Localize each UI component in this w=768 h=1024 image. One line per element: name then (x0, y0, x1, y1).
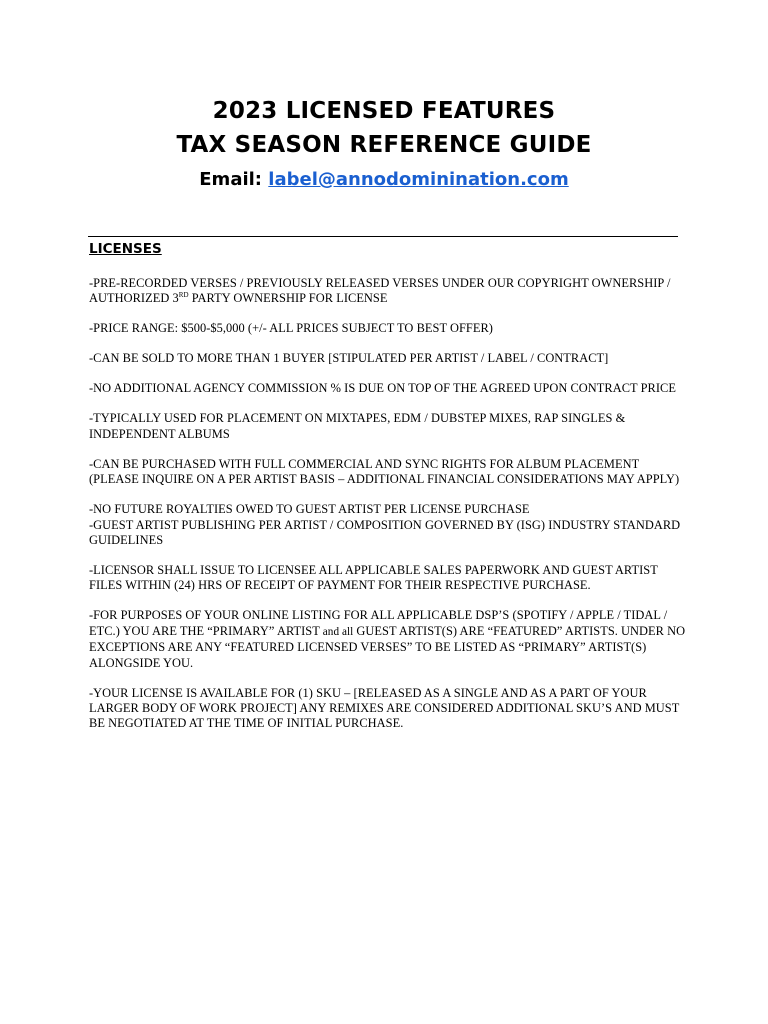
section-heading-licenses: LICENSES (89, 241, 162, 257)
paragraph-dsp-listing (89, 608, 689, 671)
ordinal-superscript: RD (178, 291, 189, 300)
paragraph-agency-commission: -NO ADDITIONAL AGENCY COMMISSION % IS DUE ON TOP OF THE AGREED UPON CONTRACT PRICE (89, 381, 676, 396)
paragraph-ownership (89, 276, 689, 307)
document-title-line-2: TAX SEASON REFERENCE GUIDE (176, 132, 592, 158)
licenses-body (89, 276, 689, 746)
email-line (0, 166, 768, 194)
paragraph-price-range: -PRICE RANGE: $500-$5,000 (+/- ALL PRICES SUBJECT TO BEST OFFER) (89, 321, 493, 336)
paragraph-sku: -YOUR LICENSE IS AVAILABLE FOR (1) SKU – [RELEASED AS A SINGLE AND AS A PART OF YOUR LARGER BODY OF WORK PROJECT] ANY REMIXES ARE CONSIDERED ADDITIONAL SKU’S AND MUST BE NEGOTIATED AT THE TIME OF INITIAL PURCHASE. (89, 685, 680, 731)
paragraph-multiple-buyers: -CAN BE SOLD TO MORE THAN 1 BUYER [STIPULATED PER ARTIST / LABEL / CONTRACT] (89, 351, 609, 366)
document-title-line-1: 2023 LICENSED FEATURES (212, 98, 556, 124)
paragraph-dsp-lowercase: and all (322, 625, 354, 638)
email-link[interactable]: label@annodominination.com (268, 169, 569, 190)
paragraph-publishing: -GUEST ARTIST PUBLISHING PER ARTIST / COMPOSITION GOVERNED BY (ISG) INDUSTRY STANDARD GUIDELINES (89, 517, 681, 548)
paragraph-dsp-text-b: GUEST ARTIST(S) ARE “FEATURED” ARTISTS. UNDER NO EXCEPTIONS ARE ANY “FEATURED LICENSED VERSES” TO BE LISTED AS “PRIMARY” ARTIST(S) ALONGSIDE YOU. (89, 623, 686, 670)
paragraph-paperwork: -LICENSOR SHALL ISSUE TO LICENSEE ALL APPLICABLE SALES PAPERWORK AND GUEST ARTIST FILES WITHIN (24) HRS OF RECEIPT OF PAYMENT FOR THEIR RESPECTIVE PURCHASE. (89, 563, 658, 593)
header-divider (88, 236, 678, 237)
paragraph-dsp-text-a: -FOR PURPOSES OF YOUR ONLINE LISTING FOR ALL APPLICABLE DSP’S (SPOTIFY / APPLE / TIDAL / ETC.) YOU ARE THE “PRIMARY” ARTIST (89, 608, 668, 638)
paragraph-typical-usage: -TYPICALLY USED FOR PLACEMENT ON MIXTAPES, EDM / DUBSTEP MIXES, RAP SINGLES & INDEPENDENT ALBUMS (89, 411, 626, 441)
email-label: Email: (199, 169, 263, 190)
paragraph-royalties: -NO FUTURE ROYALTIES OWED TO GUEST ARTIST PER LICENSE PURCHASE (89, 502, 530, 517)
document-header (0, 94, 768, 194)
paragraph-ownership-text-a: -PRE-RECORDED VERSES / PREVIOUSLY RELEASED VERSES UNDER OUR COPYRIGHT OWNERSHIP / AUTHORIZED 3 (89, 276, 671, 306)
paragraph-ownership-text-b: PARTY OWNERSHIP FOR LICENSE (188, 291, 388, 306)
paragraph-sync-rights: -CAN BE PURCHASED WITH FULL COMMERCIAL AND SYNC RIGHTS FOR ALBUM PLACEMENT (PLEASE INQUIRE ON A PER ARTIST BASIS – ADDITIONAL FINANCIAL CONSIDERATIONS MAY APPLY) (89, 456, 680, 487)
